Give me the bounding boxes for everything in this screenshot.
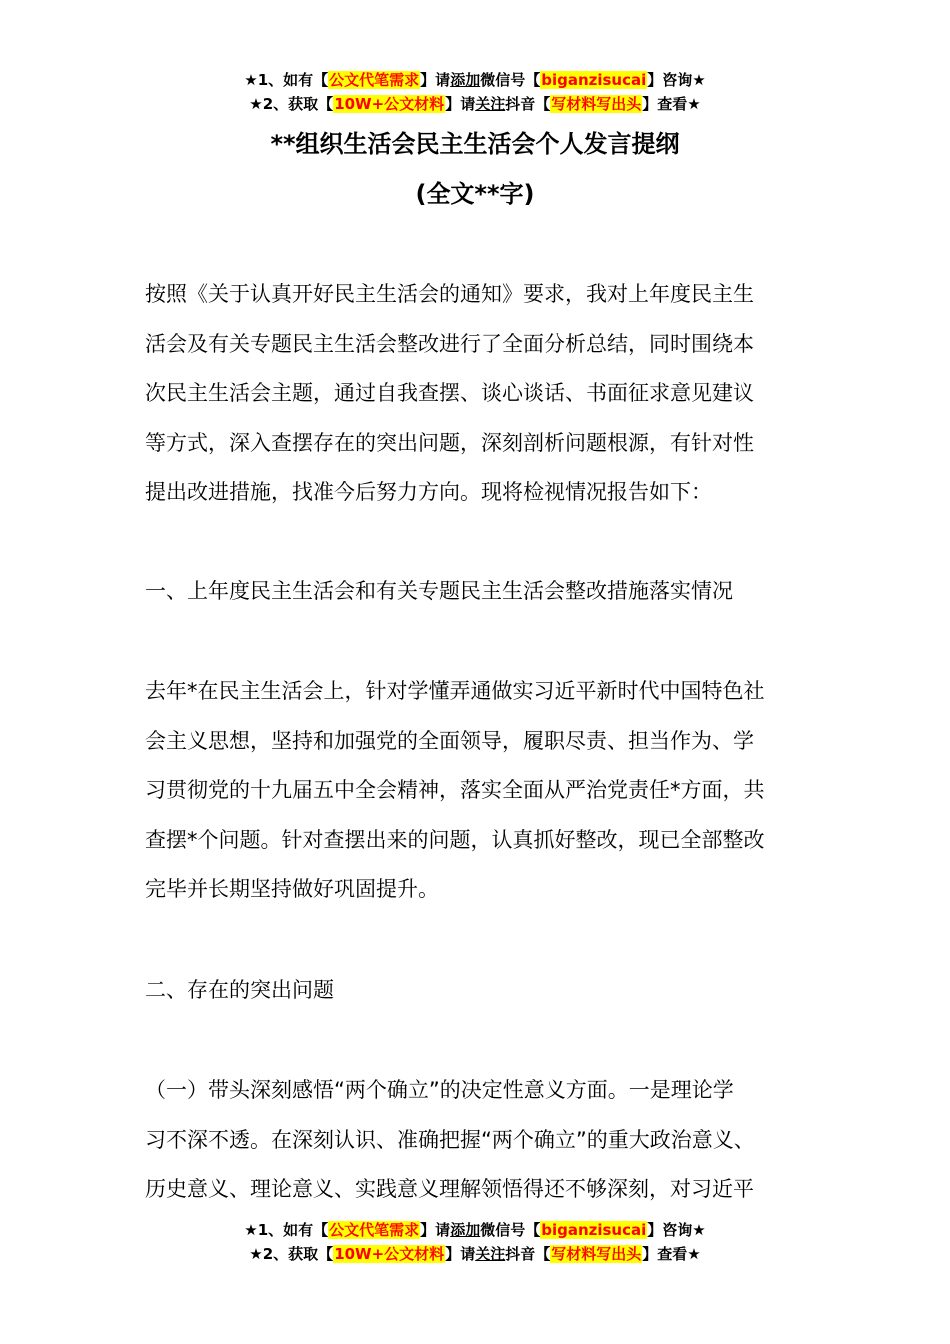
promo-underline: 添加 xyxy=(450,1221,481,1239)
promo-banner-top xyxy=(0,68,950,116)
promo-highlight: 写材料写出头 xyxy=(551,95,642,113)
promo-text: 】咨询★ xyxy=(647,71,706,89)
promo-highlight: 公文代笔需求 xyxy=(329,71,420,89)
promo-highlight: 10W+公文材料 xyxy=(334,1245,445,1263)
promo-text: 】请 xyxy=(420,1221,451,1239)
paragraph-line: 次民主生活会主题，通过自我查摆、谈心谈话、书面征求意见建议 xyxy=(145,381,754,405)
promo-text: ★1、如有【 xyxy=(244,71,329,89)
document-title: **组织生活会民主生活会个人发言提纲 xyxy=(270,130,680,158)
promo-line-2 xyxy=(0,1242,950,1266)
promo-text: 】查看★ xyxy=(642,95,701,113)
promo-banner-bottom xyxy=(0,1218,950,1266)
problems-paragraph xyxy=(145,1066,810,1215)
promo-underline: 关注 xyxy=(475,1245,506,1263)
promo-highlight: 公文代笔需求 xyxy=(329,1221,420,1239)
paragraph-line: 会主义思想，坚持和加强党的全面领导，履职尽责、担当作为、学 xyxy=(145,728,754,753)
promo-line-2 xyxy=(0,92,950,116)
promo-line-1 xyxy=(0,68,950,92)
heading-text: 一、上年度民主生活会和有关专题民主生活会整改措施落实情况 xyxy=(145,579,733,603)
promo-highlight: 10W+公文材料 xyxy=(334,95,445,113)
promo-text: 微信号【 xyxy=(480,1221,541,1239)
paragraph-line: 习贯彻党的十九届五中全会精神，落实全面从严治党责任*方面，共 xyxy=(145,778,765,802)
paragraph-line: 历史意义、理论意义、实践意义理解领悟得还不够深刻，对习近平 xyxy=(145,1177,754,1201)
promo-text: ★2、获取【 xyxy=(249,1245,334,1263)
promo-underline: 关注 xyxy=(475,95,506,113)
promo-highlight: 写材料写出头 xyxy=(551,1245,642,1263)
promo-text: ★1、如有【 xyxy=(244,1221,329,1239)
promo-text: ★2、获取【 xyxy=(249,95,334,113)
section-heading-1 xyxy=(145,567,810,617)
promo-text: 】咨询★ xyxy=(647,1221,706,1239)
paragraph-line: 去年*在民主生活会上，针对学懂弄通做实习近平新时代中国特色社 xyxy=(145,679,765,703)
promo-text: 抖音【 xyxy=(505,1245,551,1263)
paragraph-line: 活会及有关专题民主生活会整改进行了全面分析总结，同时围绕本 xyxy=(145,331,754,356)
promo-text: 】请 xyxy=(420,71,451,89)
promo-text: 抖音【 xyxy=(505,95,551,113)
paragraph-line: 完毕并长期坚持做好巩固提升。 xyxy=(145,877,439,901)
section-heading-2 xyxy=(145,966,810,1016)
promo-line-1 xyxy=(0,1218,950,1242)
paragraph-line: 提出改进措施，找准今后努力方向。现将检视情况报告如下： xyxy=(145,480,712,504)
rectification-paragraph xyxy=(145,667,810,915)
promo-highlight: biganzisucai xyxy=(541,71,647,89)
promo-text: 】查看★ xyxy=(642,1245,701,1263)
intro-paragraph xyxy=(145,270,810,518)
heading-text: 二、存在的突出问题 xyxy=(145,978,334,1002)
paragraph-line: 查摆*个问题。针对查摆出来的问题，认真抓好整改，现已全部整改 xyxy=(145,827,765,852)
paragraph-line: 等方式，深入查摆存在的突出问题，深刻剖析问题根源，有针对性 xyxy=(145,430,754,455)
promo-text: 】请 xyxy=(445,1245,476,1263)
document-subtitle: (全文**字) xyxy=(415,180,535,208)
promo-text: 】请 xyxy=(445,95,476,113)
promo-underline: 添加 xyxy=(450,71,481,89)
paragraph-line: 习不深不透。在深刻认识、准确把握“两个确立”的重大政治意义、 xyxy=(145,1127,755,1152)
paragraph-line: 按照《关于认真开好民主生活会的通知》要求，我对上年度民主生 xyxy=(145,282,754,306)
paragraph-line: （一）带头深刻感悟“两个确立”的决定性意义方面。一是理论学 xyxy=(145,1078,734,1102)
promo-text: 微信号【 xyxy=(480,71,541,89)
promo-highlight: biganzisucai xyxy=(541,1221,647,1239)
